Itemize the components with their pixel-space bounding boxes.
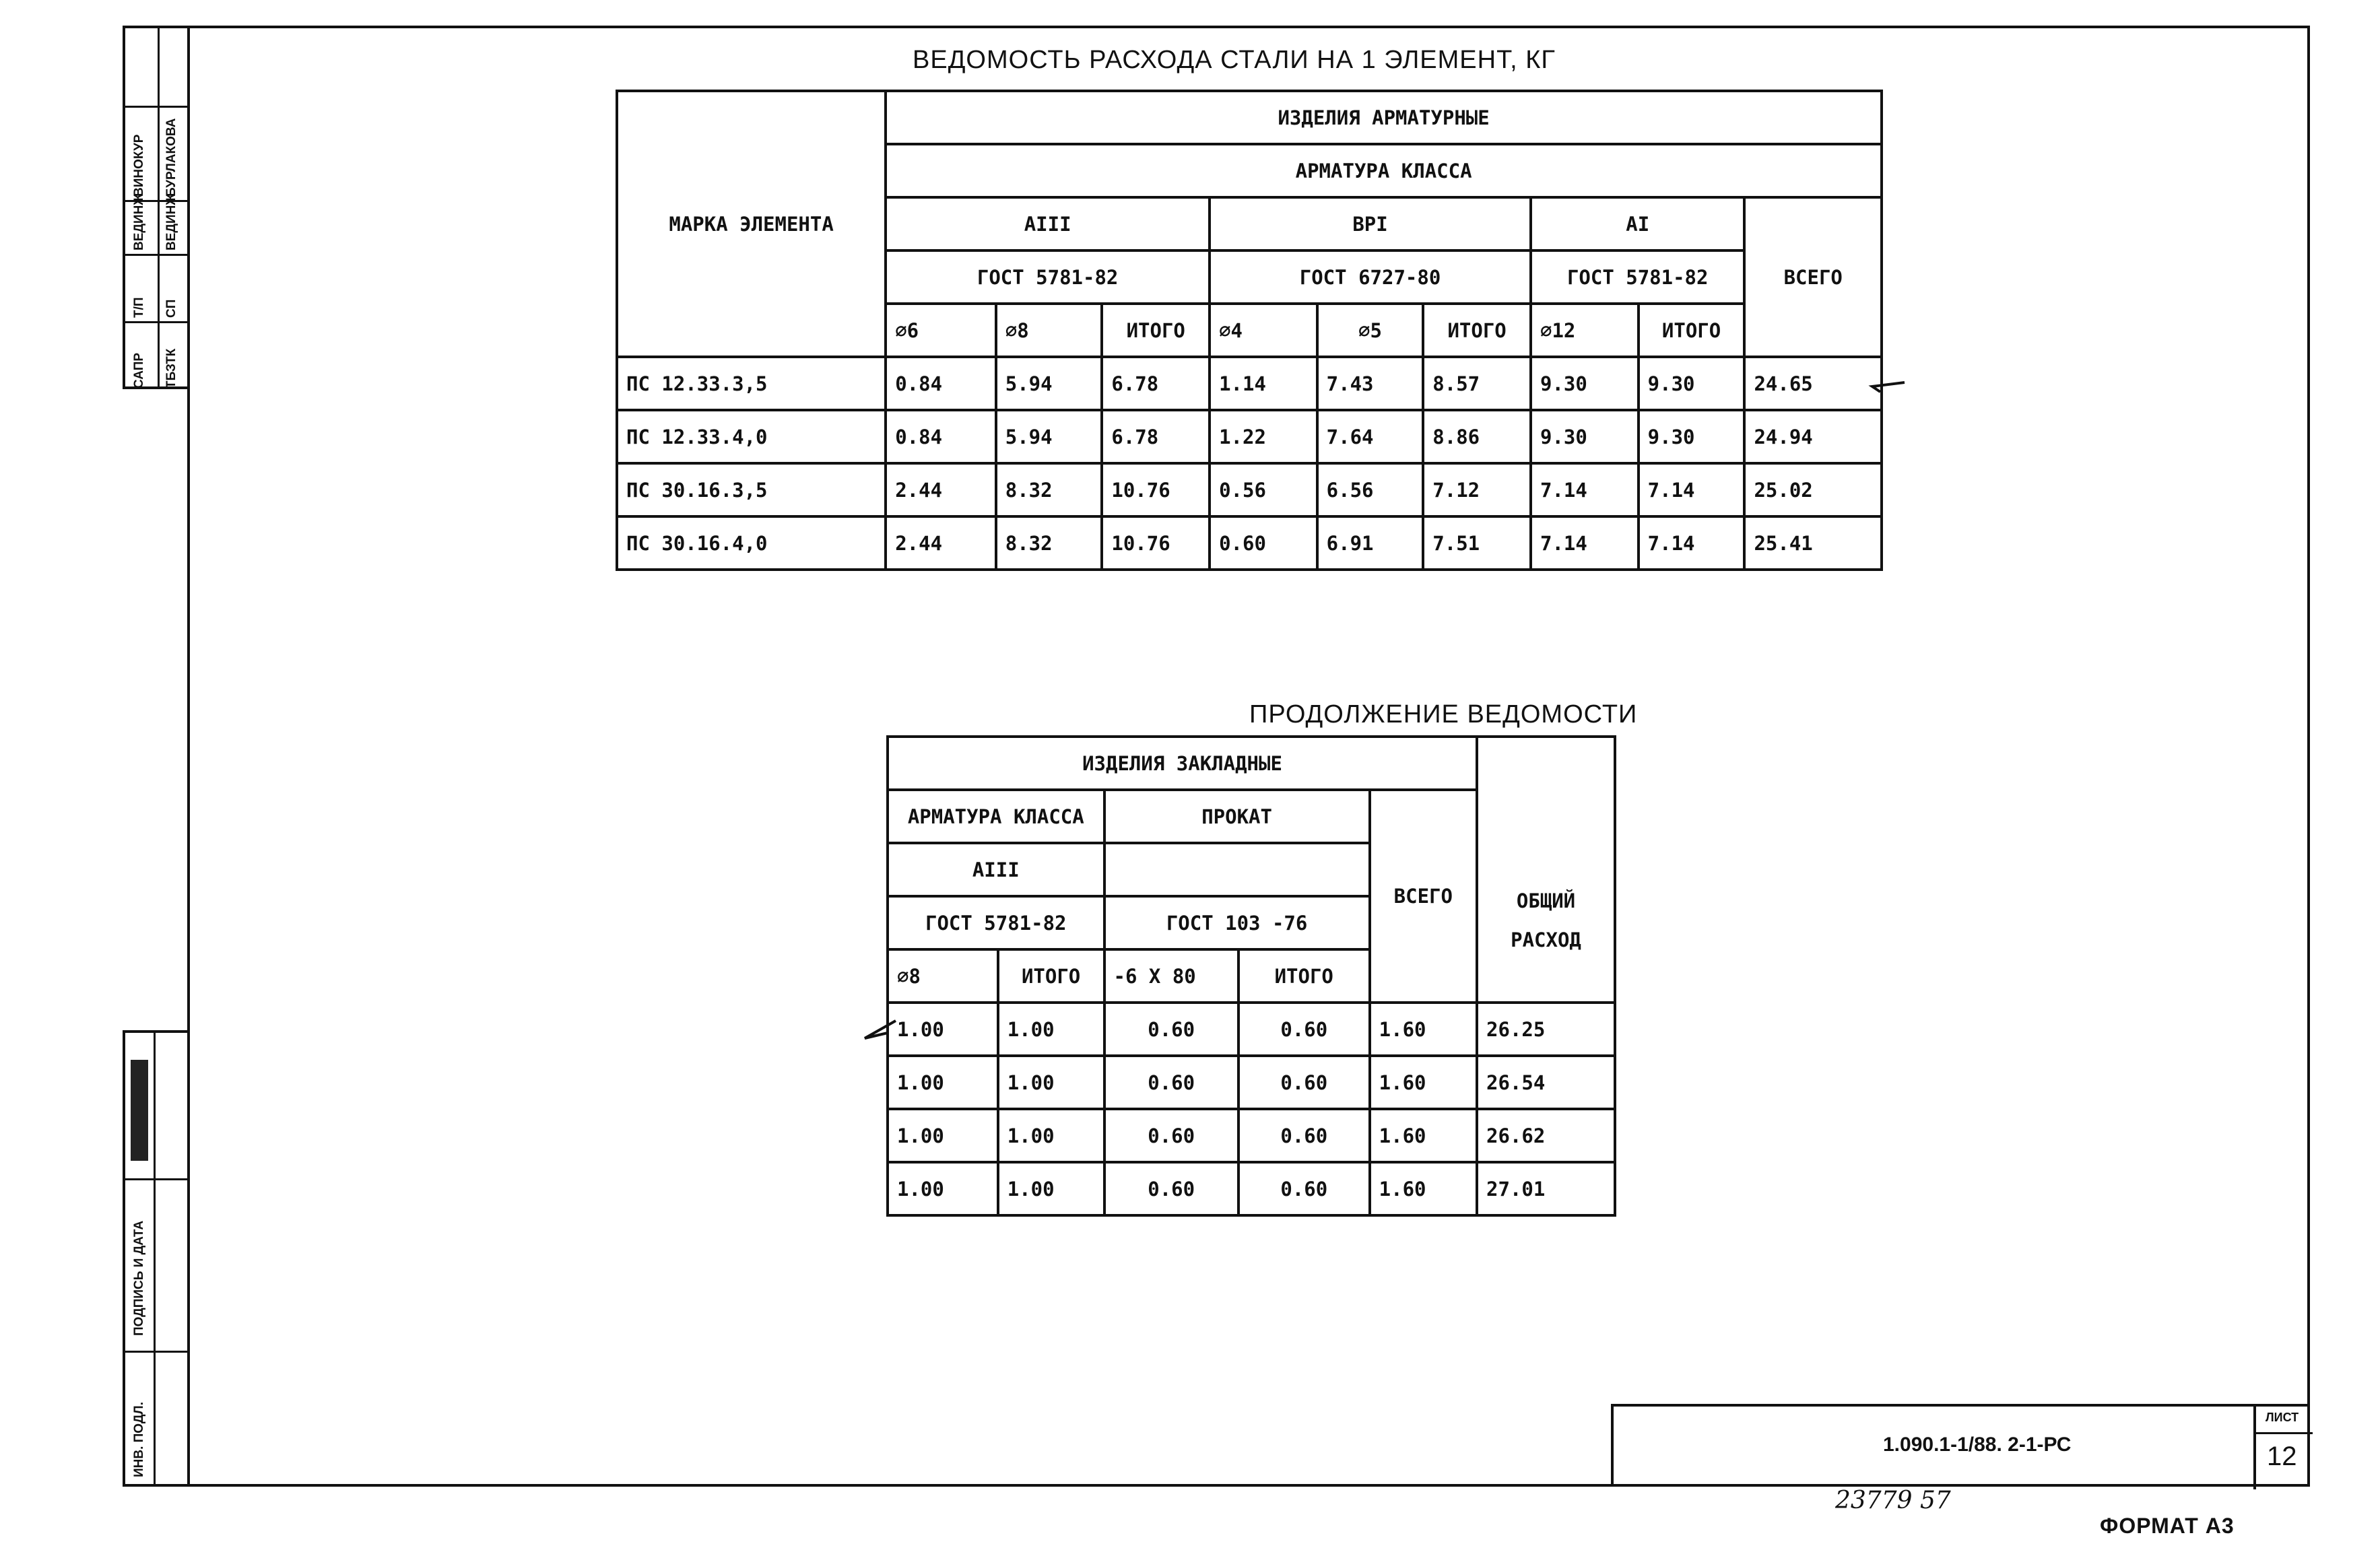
steel-consumption-table [616, 90, 1883, 571]
cell: 1.00 [998, 1003, 1104, 1056]
document-code: 1.090.1-1/88. 2-1-РС [1883, 1433, 2072, 1456]
side-stamp-bottom [123, 1030, 190, 1487]
cell-total: 26.25 [1477, 1003, 1615, 1056]
subheader: ∅6 [886, 304, 996, 357]
header-prokat-blank [1104, 843, 1370, 896]
header-vsego: ВСЕГО [1744, 197, 1882, 357]
cell: 0.60 [1238, 1056, 1370, 1109]
stamp-smudge [131, 1060, 148, 1161]
cell: 0.84 [886, 410, 996, 463]
subheader: ∅12 [1531, 304, 1639, 357]
cell-mark: ПС 30.16.3,5 [617, 463, 886, 516]
header-vsego: ВСЕГО [1370, 790, 1477, 1003]
cell: 8.32 [996, 516, 1102, 570]
table-row [617, 357, 1882, 410]
side-stamp-label: ВИНОКУР [132, 134, 146, 197]
header-marka: МАРКА ЭЛЕМЕНТА [617, 91, 886, 357]
cell-total: 26.62 [1477, 1109, 1615, 1162]
cell: 8.57 [1423, 357, 1531, 410]
table2-title: ПРОДОЛЖЕНИЕ ВЕДОМОСТИ [1249, 700, 1638, 729]
cell: 1.00 [998, 1162, 1104, 1215]
cell: 1.00 [888, 1109, 998, 1162]
cell: 0.56 [1210, 463, 1317, 516]
table-row [888, 1109, 1615, 1162]
header-izdelia: ИЗДЕЛИЯ АРМАТУРНЫЕ [886, 91, 1882, 144]
header-gost: ГОСТ 5781-82 [886, 250, 1210, 304]
side-stamp-label: БУРЛАКОВА [164, 118, 178, 197]
cell-total: 24.65 [1744, 357, 1882, 410]
cell-mark: ПС 30.16.4,0 [617, 516, 886, 570]
title-block [1611, 1404, 2310, 1487]
table-row [888, 1162, 1615, 1215]
cell-total: 24.94 [1744, 410, 1882, 463]
cell-total: 26.54 [1477, 1056, 1615, 1109]
side-stamp-row-line [125, 321, 190, 323]
cell-total: 25.41 [1744, 516, 1882, 570]
header-class: ВРI [1210, 197, 1531, 250]
cell: 6.78 [1102, 410, 1210, 463]
subheader: -6 Х 80 [1104, 949, 1238, 1003]
cell: 9.30 [1639, 410, 1745, 463]
side-stamp-label: ВЕДИНЖ [164, 193, 178, 250]
subheader: ∅8 [996, 304, 1102, 357]
cell: 7.51 [1423, 516, 1531, 570]
cell: 0.60 [1104, 1109, 1238, 1162]
subheader: ИТОГО [1423, 304, 1531, 357]
cell: 1.00 [888, 1003, 998, 1056]
sheet-box [2253, 1407, 2313, 1489]
cell: 1.00 [888, 1056, 998, 1109]
cell: 9.30 [1531, 410, 1639, 463]
embedded-items-table [886, 735, 1616, 1217]
cell: 0.60 [1210, 516, 1317, 570]
sheet-label: ЛИСТ [2266, 1411, 2299, 1424]
table1-title: ВЕДОМОСТЬ РАСХОДА СТАЛИ НА 1 ЭЛЕМЕНТ, КГ [913, 46, 1556, 74]
side-stamp-label: ВЕДИНЖ [132, 193, 146, 250]
table-row [888, 1003, 1615, 1056]
check-mark-icon [1865, 377, 1906, 397]
cell: 1.14 [1210, 357, 1317, 410]
cell: 6.78 [1102, 357, 1210, 410]
cell: 2.44 [886, 463, 996, 516]
subheader: ИТОГО [1238, 949, 1370, 1003]
cell: 1.00 [998, 1056, 1104, 1109]
cell: 8.86 [1423, 410, 1531, 463]
subheader: ∅8 [888, 949, 998, 1003]
header-class: АIII [886, 197, 1210, 250]
cell: 6.56 [1317, 463, 1424, 516]
cell: 5.94 [996, 410, 1102, 463]
cell: 1.00 [998, 1109, 1104, 1162]
subheader: ИТОГО [1102, 304, 1210, 357]
cell: 6.91 [1317, 516, 1424, 570]
cell: 7.64 [1317, 410, 1424, 463]
header-gost: ГОСТ 5781-82 [1531, 250, 1744, 304]
header-class: АIII [888, 843, 1104, 896]
check-mark-icon [861, 1018, 898, 1045]
table-row [888, 1056, 1615, 1109]
cell-mark: ПС 12.33.3,5 [617, 357, 886, 410]
side-stamp-label: САПР [132, 352, 146, 389]
cell: 2.44 [886, 516, 996, 570]
cell: 1.60 [1370, 1003, 1477, 1056]
header-izdelia: ИЗДЕЛИЯ ЗАКЛАДНЫЕ [888, 737, 1477, 790]
cell: 7.12 [1423, 463, 1531, 516]
table-row [617, 410, 1882, 463]
table-row [617, 516, 1882, 570]
cell: 1.00 [888, 1162, 998, 1215]
cell: 7.14 [1639, 516, 1745, 570]
header-gost: ГОСТ 103 -76 [1104, 896, 1370, 949]
header-prokat: ПРОКАТ [1104, 790, 1370, 843]
handwritten-number: 23779 57 [1835, 1487, 1951, 1514]
cell: 7.14 [1531, 463, 1639, 516]
cell: 1.60 [1370, 1056, 1477, 1109]
side-stamp-row-line [125, 1351, 190, 1353]
cell: 7.14 [1531, 516, 1639, 570]
subheader: ∅5 [1317, 304, 1424, 357]
side-stamp-label: ПОДПИСЬ И ДАТА [132, 1220, 146, 1336]
format-label: ФОРМАТ А3 [2100, 1514, 2235, 1538]
cell: 7.43 [1317, 357, 1424, 410]
header-armatura: АРМАТУРА КЛАССА [886, 144, 1882, 197]
side-stamp-label: Т/П [132, 297, 146, 318]
cell-mark: ПС 12.33.4,0 [617, 410, 886, 463]
side-stamp-row-line [125, 106, 190, 108]
side-stamp-label: ИНВ. ПОДЛ. [132, 1402, 146, 1477]
cell-total: 27.01 [1477, 1162, 1615, 1215]
header-gost: ГОСТ 6727-80 [1210, 250, 1531, 304]
side-stamp-label: ТБЗТК [164, 348, 178, 389]
cell: 8.32 [996, 463, 1102, 516]
cell: 0.60 [1238, 1109, 1370, 1162]
cell: 9.30 [1639, 357, 1745, 410]
cell: 0.60 [1238, 1003, 1370, 1056]
cell: 0.84 [886, 357, 996, 410]
subheader: ИТОГО [1639, 304, 1745, 357]
cell: 5.94 [996, 357, 1102, 410]
side-stamp-row-line [125, 254, 190, 256]
sheet-number: 12 [2267, 1442, 2297, 1471]
header-armatura: АРМАТУРА КЛАССА [888, 790, 1104, 843]
cell: 0.60 [1104, 1056, 1238, 1109]
cell: 9.30 [1531, 357, 1639, 410]
header-obshiy: ОБЩИЙ РАСХОД [1477, 737, 1615, 1003]
cell: 7.14 [1639, 463, 1745, 516]
subheader: ИТОГО [998, 949, 1104, 1003]
cell: 0.60 [1104, 1003, 1238, 1056]
cell: 1.60 [1370, 1109, 1477, 1162]
side-stamp-row-line [125, 1178, 190, 1180]
cell: 0.60 [1238, 1162, 1370, 1215]
header-gost: ГОСТ 5781-82 [888, 896, 1104, 949]
sheet-divider [2256, 1432, 2313, 1434]
cell: 0.60 [1104, 1162, 1238, 1215]
side-stamp-label: СП [164, 299, 178, 318]
cell: 1.22 [1210, 410, 1317, 463]
side-stamp-divider [158, 28, 160, 386]
side-stamp-divider [154, 1033, 156, 1484]
subheader: ∅4 [1210, 304, 1317, 357]
cell: 10.76 [1102, 516, 1210, 570]
table-row [617, 463, 1882, 516]
cell: 10.76 [1102, 463, 1210, 516]
cell: 1.60 [1370, 1162, 1477, 1215]
header-class: АI [1531, 197, 1744, 250]
side-stamp-top [123, 26, 190, 389]
cell-total: 25.02 [1744, 463, 1882, 516]
